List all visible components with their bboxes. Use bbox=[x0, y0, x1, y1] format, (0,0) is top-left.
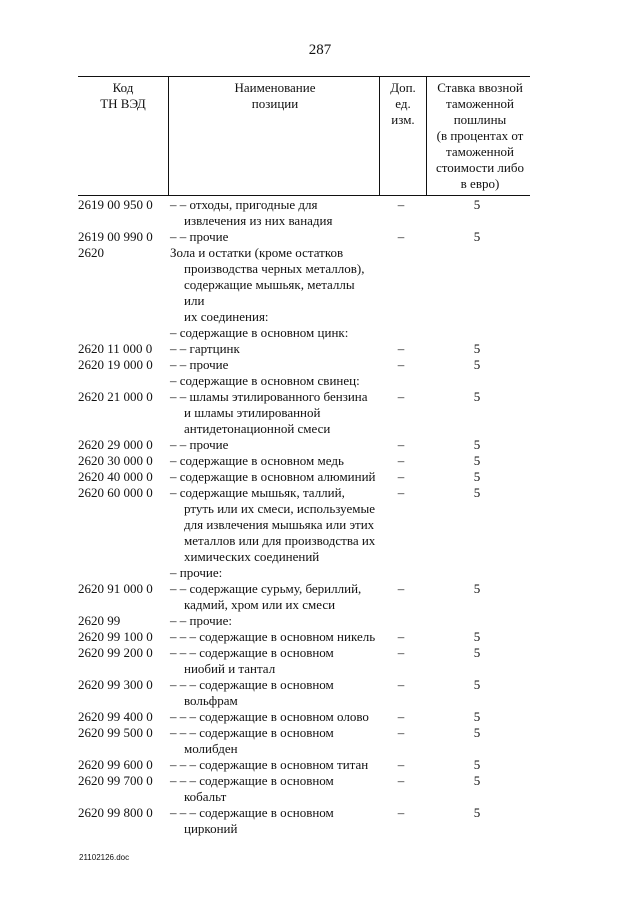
row-name bbox=[168, 373, 378, 389]
row-name-line: – – шламы этилированного бензина bbox=[170, 389, 368, 404]
row-code: 2620 bbox=[78, 245, 104, 260]
row-rate: 5 bbox=[473, 357, 481, 372]
row-rate: 5 bbox=[473, 229, 481, 244]
row-name-line: антидетонационной смеси bbox=[184, 421, 331, 436]
row-name bbox=[168, 613, 378, 629]
header-rate-line: (в процентах от bbox=[436, 128, 524, 143]
row-code: 2620 99 200 0 bbox=[78, 645, 153, 660]
row-name-line: химических соединений bbox=[184, 549, 320, 564]
row-unit: – bbox=[397, 437, 405, 452]
row-name bbox=[168, 725, 378, 757]
row-code: 2619 00 950 0 bbox=[78, 197, 153, 212]
row-name-line: – содержащие в основном свинец: bbox=[170, 373, 360, 388]
row-name-line: – – гартцинк bbox=[170, 341, 240, 356]
row-code: 2620 99 100 0 bbox=[78, 629, 153, 644]
row-name-line: кобальт bbox=[184, 789, 227, 804]
row-name-line: – содержащие в основном цинк: bbox=[170, 325, 349, 340]
row-rate: 5 bbox=[473, 677, 481, 692]
footer-filename: 21102126.doc bbox=[79, 853, 130, 862]
row-code: 2620 99 bbox=[78, 613, 121, 628]
row-name-line: – – – содержащие в основном bbox=[170, 805, 334, 820]
row-name-line: – – прочие bbox=[170, 437, 229, 452]
table-row bbox=[78, 629, 530, 645]
row-rate: 5 bbox=[473, 725, 481, 740]
header-unit-line: ед. bbox=[395, 96, 411, 111]
row-name-line: кадмий, хром или их смеси bbox=[184, 597, 336, 612]
row-unit: – bbox=[397, 805, 405, 820]
row-code: 2620 99 300 0 bbox=[78, 677, 153, 692]
row-rate: 5 bbox=[473, 485, 481, 500]
row-rate: 5 bbox=[473, 581, 481, 596]
row-rate: 5 bbox=[473, 757, 481, 772]
header-rate-line: в евро) bbox=[460, 176, 500, 191]
row-unit: – bbox=[397, 485, 405, 500]
table-body bbox=[78, 196, 530, 837]
header-unit bbox=[379, 77, 426, 195]
table-row bbox=[78, 613, 530, 629]
row-unit: – bbox=[397, 629, 405, 644]
row-unit: – bbox=[397, 709, 405, 724]
header-code-line: Код bbox=[112, 80, 134, 95]
row-name bbox=[168, 453, 378, 469]
header-unit-line: Доп. bbox=[390, 80, 416, 95]
row-name-line: – – содержащие сурьму, бериллий, bbox=[170, 581, 362, 596]
row-rate: 5 bbox=[473, 629, 481, 644]
row-name-line: – – отходы, пригодные для bbox=[170, 197, 318, 212]
row-rate: 5 bbox=[473, 773, 481, 788]
header-code-line: ТН ВЭД bbox=[100, 96, 146, 111]
row-name-line: содержащие мышьяк, металлы или bbox=[184, 277, 358, 308]
row-code: 2619 00 990 0 bbox=[78, 229, 153, 244]
row-rate: 5 bbox=[473, 453, 481, 468]
row-code: 2620 29 000 0 bbox=[78, 437, 153, 452]
table-row bbox=[78, 677, 530, 709]
row-name bbox=[168, 581, 378, 613]
row-code: 2620 99 600 0 bbox=[78, 757, 153, 772]
row-name-line: – – прочие: bbox=[170, 613, 232, 628]
table-row bbox=[78, 197, 530, 229]
header-rate-line: Ставка ввозной bbox=[437, 80, 523, 95]
table-row bbox=[78, 373, 530, 389]
table-row bbox=[78, 645, 530, 677]
row-rate: 5 bbox=[473, 437, 481, 452]
header-code bbox=[78, 77, 168, 195]
row-name bbox=[168, 469, 378, 485]
header-rate-line: таможенной bbox=[446, 144, 514, 159]
row-name bbox=[168, 197, 378, 229]
row-code: 2620 99 800 0 bbox=[78, 805, 153, 820]
table-row bbox=[78, 805, 530, 837]
row-name-line: – содержащие в основном медь bbox=[170, 453, 344, 468]
table-row bbox=[78, 389, 530, 437]
row-rate: 5 bbox=[473, 805, 481, 820]
row-name-line: – содержащие в основном алюминий bbox=[170, 469, 376, 484]
row-name bbox=[168, 341, 378, 357]
row-name bbox=[168, 245, 378, 325]
row-name bbox=[168, 437, 378, 453]
row-name-line: цирконий bbox=[184, 821, 238, 836]
row-unit: – bbox=[397, 229, 405, 244]
row-name bbox=[168, 709, 378, 725]
row-name-line: – – – содержащие в основном bbox=[170, 677, 334, 692]
table-row bbox=[78, 245, 530, 325]
row-unit: – bbox=[397, 757, 405, 772]
row-rate: 5 bbox=[473, 645, 481, 660]
row-name bbox=[168, 629, 378, 645]
row-name-line: – содержащие мышьяк, таллий, bbox=[170, 485, 345, 500]
row-rate: 5 bbox=[473, 197, 481, 212]
row-name bbox=[168, 485, 378, 565]
row-code: 2620 21 000 0 bbox=[78, 389, 153, 404]
row-name-line: – – – содержащие в основном bbox=[170, 773, 334, 788]
header-rate bbox=[426, 77, 533, 195]
row-unit: – bbox=[397, 341, 405, 356]
row-name-line: – – – содержащие в основном bbox=[170, 645, 334, 660]
row-unit: – bbox=[397, 357, 405, 372]
row-name-line: молибден bbox=[184, 741, 238, 756]
row-name-line: – прочие: bbox=[170, 565, 223, 580]
row-name bbox=[168, 805, 378, 837]
row-rate: 5 bbox=[473, 341, 481, 356]
table-row bbox=[78, 757, 530, 773]
row-code: 2620 19 000 0 bbox=[78, 357, 153, 372]
row-name bbox=[168, 757, 378, 773]
header-rate-line: таможенной bbox=[446, 96, 514, 111]
row-name bbox=[168, 229, 378, 245]
row-name-line: производства черных металлов), bbox=[184, 261, 365, 276]
row-code: 2620 60 000 0 bbox=[78, 485, 153, 500]
table-row bbox=[78, 357, 530, 373]
row-name-line: и шламы этилированной bbox=[184, 405, 321, 420]
table-row bbox=[78, 773, 530, 805]
row-name-line: – – – содержащие в основном олово bbox=[170, 709, 369, 724]
row-rate: 5 bbox=[473, 389, 481, 404]
row-unit: – bbox=[397, 469, 405, 484]
row-name-line: вольфрам bbox=[184, 693, 238, 708]
row-unit: – bbox=[397, 389, 405, 404]
row-code: 2620 30 000 0 bbox=[78, 453, 153, 468]
row-unit: – bbox=[397, 677, 405, 692]
row-unit: – bbox=[397, 197, 405, 212]
row-code: 2620 40 000 0 bbox=[78, 469, 153, 484]
row-name-line: Зола и остатки (кроме остатков bbox=[170, 245, 344, 260]
header-rate-line: пошлины bbox=[453, 112, 507, 127]
row-unit: – bbox=[397, 645, 405, 660]
row-name bbox=[168, 325, 378, 341]
row-name-line: их соединения: bbox=[184, 309, 269, 324]
row-name bbox=[168, 389, 378, 437]
table-row bbox=[78, 581, 530, 613]
row-name-line: – – – содержащие в основном титан bbox=[170, 757, 369, 772]
header-rate-line: стоимости либо bbox=[435, 160, 524, 175]
header-name-line: Наименование bbox=[234, 80, 316, 95]
row-name-line: – – – содержащие в основном никель bbox=[170, 629, 376, 644]
page-number: 287 bbox=[308, 42, 332, 58]
row-name-line: – – прочие bbox=[170, 357, 229, 372]
row-unit: – bbox=[397, 725, 405, 740]
table-row bbox=[78, 725, 530, 757]
header-unit-line: изм. bbox=[391, 112, 415, 127]
row-name-line: извлечения из них ванадия bbox=[184, 213, 333, 228]
row-name-line: ниобий и тантал bbox=[184, 661, 276, 676]
row-unit: – bbox=[397, 773, 405, 788]
table-row bbox=[78, 437, 530, 453]
table-header bbox=[78, 76, 530, 196]
table-row bbox=[78, 469, 530, 485]
row-name-line: металлов или для производства их bbox=[184, 533, 376, 548]
table-row bbox=[78, 485, 530, 565]
row-unit: – bbox=[397, 453, 405, 468]
header-name-line: позиции bbox=[251, 96, 299, 111]
row-rate: 5 bbox=[473, 469, 481, 484]
row-name bbox=[168, 357, 378, 373]
table-row bbox=[78, 709, 530, 725]
row-code: 2620 11 000 0 bbox=[78, 341, 153, 356]
row-code: 2620 91 000 0 bbox=[78, 581, 153, 596]
row-name-line: – – прочие bbox=[170, 229, 229, 244]
row-name bbox=[168, 677, 378, 709]
row-code: 2620 99 700 0 bbox=[78, 773, 153, 788]
row-name bbox=[168, 565, 378, 581]
row-code: 2620 99 400 0 bbox=[78, 709, 153, 724]
row-name-line: для извлечения мышьяка или этих bbox=[184, 517, 375, 532]
row-rate: 5 bbox=[473, 709, 481, 724]
row-name-line: – – – содержащие в основном bbox=[170, 725, 334, 740]
tariff-table bbox=[78, 76, 530, 837]
table-row bbox=[78, 341, 530, 357]
table-row bbox=[78, 325, 530, 341]
table-row bbox=[78, 565, 530, 581]
row-unit: – bbox=[397, 581, 405, 596]
table-row bbox=[78, 453, 530, 469]
table-row bbox=[78, 229, 530, 245]
row-name bbox=[168, 645, 378, 677]
row-code: 2620 99 500 0 bbox=[78, 725, 153, 740]
row-name bbox=[168, 773, 378, 805]
row-name-line: ртуть или их смеси, используемые bbox=[184, 501, 375, 516]
header-name bbox=[168, 77, 379, 195]
